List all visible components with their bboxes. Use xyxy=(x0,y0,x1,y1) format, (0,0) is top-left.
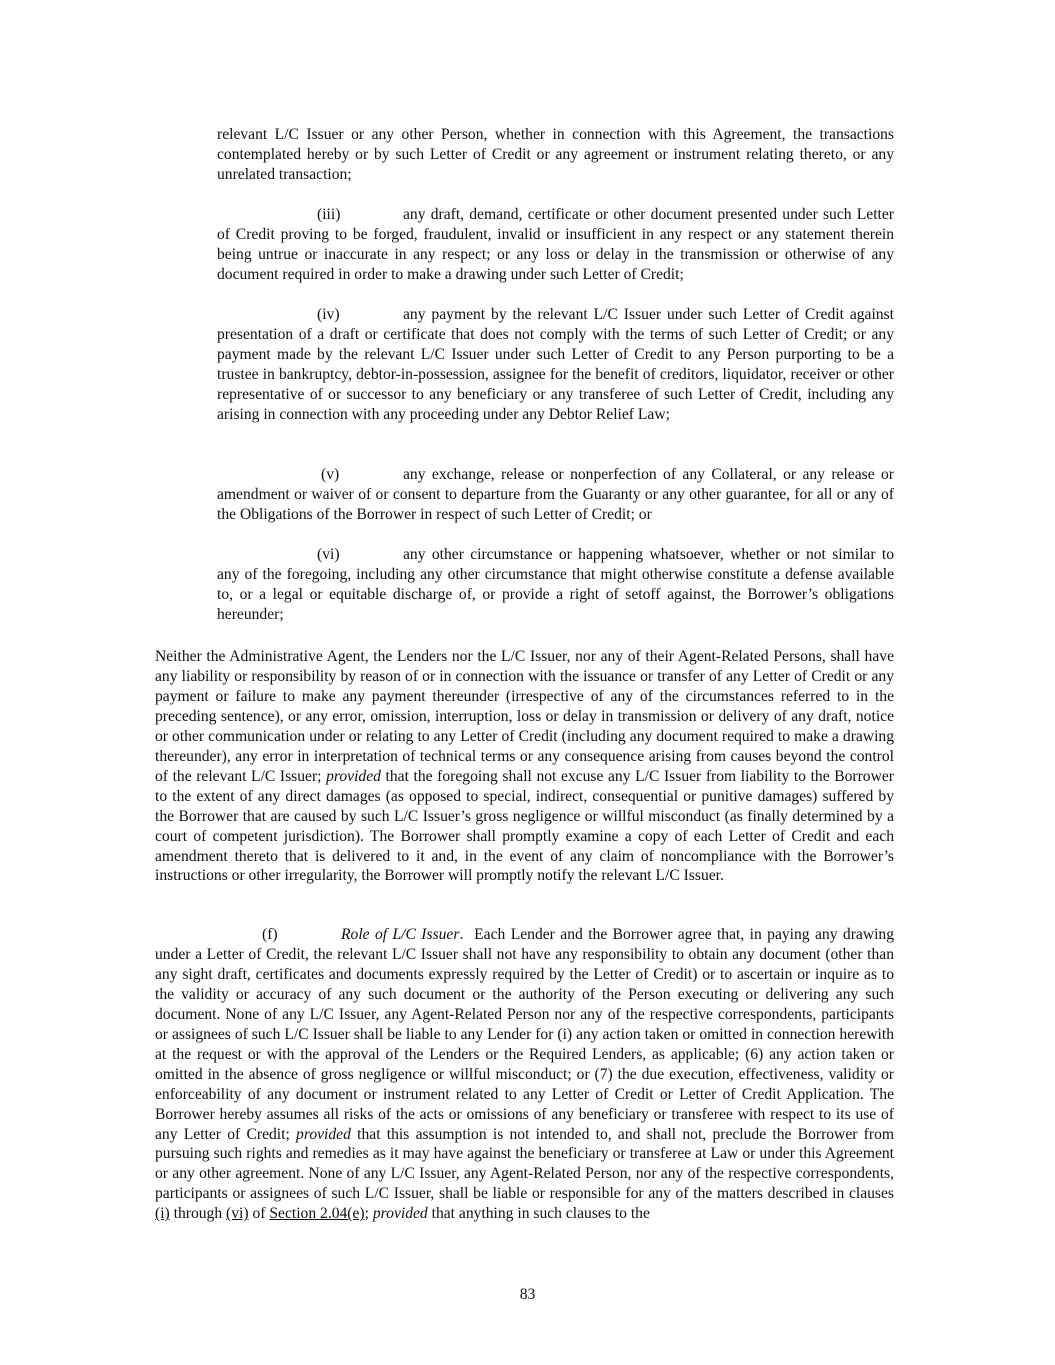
clause-vi-reference: (vi) xyxy=(226,1205,249,1223)
item-v-number: (v) xyxy=(321,466,340,483)
section-f-heading: Role of L/C Issuer xyxy=(341,926,460,943)
liability-paragraph: Neither the Administrative Agent, the Lenders nor the L/C Issuer, nor any of their Agent-Related Persons, shall have any liability or responsibility by reason of or in connection with the issuance or transfer of any Letter of Credit or any payment or failure to make any payment thereunder (irrespective of any of the circumstances referred to in the preceding sentence), or any error, omission, interruption, loss or delay in transmission or delivery of any draft, notice or other communication under or relating to any Letter of Credit (including any document required to make a drawing thereunder), any error in interpretation of technical terms or any consequence arising from causes beyond the control of the relevant L/C Issuer; provided that the foregoing shall not excuse any L/C Issuer from liability to the Borrower to the extent of any direct damages (as opposed to special, indirect, consequential or punitive damages) suffered by the Borrower that are caused by such L/C Issuer’s gross negligence or willful misconduct (as finally determined by a court of competent jurisdiction). The Borrower shall promptly examine a copy of each Letter of Credit and each amendment thereto that is delivered to it and, in the event of any claim of noncompliance with the Borrower’s instructions or other irregularity, the Borrower will promptly notify the relevant L/C Issuer. xyxy=(155,648,894,885)
item-iv xyxy=(217,305,894,425)
item-vi-text: any other circumstance or happening whatsoever, whether or not similar to any of the foregoing, including any other circumstance that might otherwise constitute a defense available to, or a legal or equitable discharge of, or provide a right of setoff against, the Borrower’s obligations hereunder; xyxy=(217,546,894,623)
item-iv-number: (iv) xyxy=(317,306,340,323)
item-iv-text: any payment by the relevant L/C Issuer under such Letter of Credit against presentation of a draft or certificate that does not comply with the terms of such Letter of Credit; or any payment made by the relevant L/C Issuer under such Letter of Credit to any Person purporting to be a trustee in bankruptcy, debtor-in-possession, assignee for the benefit of creditors, liquidator, receiver or other representative of or successor to any beneficiary or any transferee of such Letter of Credit, including any arising in connection with any proceeding under any Debtor Relief Law; xyxy=(217,306,894,423)
item-v-text: any exchange, release or nonperfection of any Collateral, or any release or amendment or waiver of or consent to departure from the Guaranty or any other guarantee, for all or any of the Obligations of the Borrower in respect of such Letter of Credit; or xyxy=(217,466,894,523)
item-ii-continuation: relevant L/C Issuer or any other Person, whether in connection with this Agreement, the transactions contemplated hereby or by such Letter of Credit or any agreement or instrument relating thereto, or any unrelated transaction; xyxy=(217,126,894,183)
section-f-paragraph: (f) Role of L/C Issuer. Each Lender and the Borrower agree that, in paying any drawing under a Letter of Credit, the relevant L/C Issuer shall not have any responsibility to obtain any document (other than any sight draft, certificates and documents expressly required by the Letter of Credit) or to ascertain or inquire as to the validity or accuracy of any such document or the authority of the Person executing or delivering any such document. None of any L/C Issuer, any Agent-Related Person nor any of the respective correspondents, participants or assignees of such L/C Issuer shall be liable to any Lender for (i) any action taken or omitted in connection herewith at the request or with the approval of the Lenders or the Required Lenders, as applicable; (6) any action taken or omitted in the absence of gross negligence or willful misconduct; or (7) the due execution, effectiveness, validity or enforceability of any document or instrument related to any Letter of Credit or Letter of Credit Application. The Borrower hereby assumes all risks of the acts or omissions of any beneficiary or transferee with respect to its use of any Letter of Credit; provided that this assumption is not intended to, and shall not, preclude the Borrower from pursuing such rights and remedies as it may have against the beneficiary or transferee at Law or under this Agreement or any other agreement. None of any L/C Issuer, any Agent-Related Person, nor any of the respective correspondents, participants or assignees of such L/C Issuer, shall be liable or responsible for any of the matters described in clauses (i) through (vi) of Section 2.04(e); provided that anything in such clauses to the xyxy=(155,926,895,1223)
item-vi-number: (vi) xyxy=(317,546,340,563)
section-reference: Section 2.04(e) xyxy=(269,1205,365,1223)
item-iii xyxy=(217,205,894,285)
item-v xyxy=(217,465,894,525)
item-iii-number: (iii) xyxy=(317,206,341,223)
section-f-number: (f) xyxy=(262,926,278,943)
page-number: 83 xyxy=(519,1286,536,1303)
provided-italic: provided xyxy=(326,767,381,785)
item-iii-text: any draft, demand, certificate or other document presented under such Letter of Credit proving to be forged, fraudulent, invalid or insufficient in any respect or any statement therein being untrue or inaccurate in any respect; or any loss or delay in the transmission or otherwise of any document required in order to make a drawing under such Letter of Credit; xyxy=(217,206,894,283)
clause-i-reference: (i) xyxy=(155,1205,170,1223)
item-vi xyxy=(217,545,894,625)
